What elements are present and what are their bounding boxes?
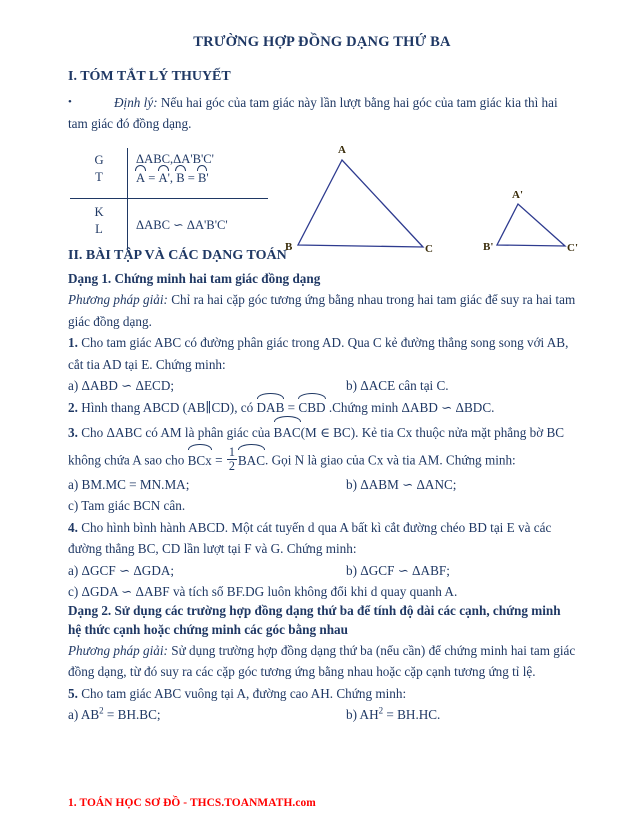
label-B: B [285, 241, 293, 253]
kl-label-line1: K [94, 205, 104, 219]
exercise-1 [68, 332, 576, 375]
exercise-5-item-a: a) $AB^2 = BH.BC$; [68, 705, 161, 722]
dang-1-method-label: Phương pháp giải: [68, 292, 168, 308]
dang-1-method-text: Chỉ ra hai cặp góc tương ứng bằng nhau trong hai tam giác để suy ra hai tam giác đồng dạng. [68, 292, 576, 329]
section-1-heading: I. TÓM TẮT LÝ THUYẾT [68, 69, 231, 84]
section-2-heading: II. BÀI TẬP VÀ CÁC DẠNG TOÁN [68, 247, 287, 263]
comma-sep: , [169, 170, 177, 185]
angle-CBD: CBD [298, 396, 325, 418]
page-footer: 1. TOÁN HỌC SƠ ĐỒ - THCS.TOANMATH.com [68, 797, 316, 809]
label-C-prime: C' [567, 242, 578, 254]
fraction-denominator: 2 [228, 458, 235, 473]
equals-2: = [184, 170, 199, 185]
exercise-3-mid-2: . Gọi N là giao của Cx và tia AM. Chứng minh: [265, 452, 516, 468]
exercise-3-number: 3. [68, 424, 78, 440]
exercise-1-answers [68, 375, 576, 396]
label-C: C [425, 243, 433, 255]
exercise-5-a-exponent: 2 [99, 705, 104, 716]
exercise-4-item-c: c) ΔGDA ∽ ΔABF và tích số BF.DG luôn không đổi khi d quay quanh A. [68, 583, 458, 599]
exercise-3-mid-1: . Kẻ tia Cx thuộc nửa mặt phẳng bờ BC không chứa A sao cho [68, 424, 565, 468]
angle-BAC-2: BAC [238, 447, 265, 474]
angle-BCx: BCx [188, 447, 212, 474]
exercise-1-item-b: b) ΔACE cân tại C. [346, 377, 449, 393]
exercise-4-number: 4. [68, 519, 78, 535]
dang-2-method [68, 640, 576, 683]
equals-1: = [145, 170, 159, 185]
kl-content: ΔABC ∽ ΔA'B'C' [136, 218, 228, 232]
exercise-1-text: Cho tam giác ABC có đường phân giác trong AD. Qua C kẻ đường thẳng song song với AB, cắt tia AD tại E. Chứng minh: [68, 335, 569, 372]
kl-label-line2: L [95, 221, 103, 236]
exercise-4-answers [68, 560, 576, 581]
angle-DAB: DAB [257, 396, 285, 418]
exercise-1-item-a: a) ΔABD ∽ ΔECD; [68, 377, 175, 393]
exercise-2-post: .Chứng minh ΔABD ∽ ΔBDC. [325, 400, 495, 416]
angle-A-prime: A [159, 169, 168, 188]
exercise-4 [68, 517, 576, 560]
angle-A: A [136, 169, 145, 188]
angle-BAC-1: BAC [274, 419, 301, 446]
dang-2-method-text: Sử dụng trường hợp đồng dạng thứ ba (nếu cần) để chứng minh hai tam giác đồng dạng, từ đó suy ra các cặp góc tương ứng bằng nhau hoặc cặp cạnh tương ứng tỉ lệ. [68, 642, 576, 680]
dang-2-method-label: Phương pháp giải: [68, 642, 168, 658]
exercise-4-item-a: a) ΔGCF ∽ ΔGDA; [68, 562, 175, 578]
dang-1-heading: Dạng 1. Chứng minh hai tam giác đồng dạng [68, 271, 321, 287]
figure-spacer [68, 135, 576, 247]
prime-tick-a: ' [167, 170, 170, 185]
exercise-2-equals: = [284, 400, 299, 416]
exercise-3-item-c: c) Tam giác BCN cân. [68, 498, 186, 514]
fraction-numerator: 1 [228, 445, 235, 460]
label-A-prime: A' [512, 189, 523, 201]
exercise-3-item-b: b) ΔABM ∽ ΔANC; [346, 477, 457, 493]
prime-tick-b: ' [206, 170, 209, 185]
exercise-5-item-b: b) $AH^2 = BH.HC$. [346, 705, 441, 722]
gt-label-line2: T [95, 169, 103, 184]
theorem-text: Nếu hai góc của tam giác này lần lượt bằng hai góc của tam giác kia thì hai tam giác đó đồng dạng. [68, 94, 558, 132]
bullet-icon [68, 92, 114, 114]
fraction-one-half [227, 446, 237, 472]
label-B-prime: B' [483, 241, 494, 253]
exercise-5-number: 5. [68, 685, 78, 701]
exercise-3-point-M-condition: (M ∈ BC) [300, 424, 356, 440]
document-body [68, 68, 576, 725]
exercise-3-item-a: a) BM.MC = MN.MA; [68, 477, 190, 493]
exercise-2-parallel-condition: (AB∥CD) [182, 400, 235, 416]
theorem-statement [68, 92, 576, 135]
exercise-3-answers [68, 474, 576, 495]
exercise-1-number: 1. [68, 335, 78, 351]
angle-B: B [176, 169, 184, 188]
gt-label-line1: G [94, 153, 104, 167]
exercise-5-answers [68, 704, 576, 725]
exercise-4-item-b: b) ΔGCF ∽ ΔABF; [346, 562, 450, 578]
exercise-5-b-exponent: 2 [378, 705, 384, 716]
exercise-4-text: Cho hình bình hành ABCD. Một cát tuyến d qua A bất kì cắt đường chéo BD tại E và các đường thẳng BC, CD lần lượt tại F và G. Chứng minh: [68, 519, 552, 557]
exercise-2 [68, 396, 576, 418]
angle-B-prime: B [198, 169, 206, 188]
theorem-label: Định lý: [114, 94, 158, 110]
exercise-2-pre: Hình thang ABCD [77, 400, 183, 416]
exercise-5 [68, 683, 576, 704]
page-title: TRƯỜNG HỢP ĐỒNG DẠNG THỨ BA [193, 34, 451, 50]
exercise-3 [68, 419, 576, 474]
gt-given-triangles: ΔABC,ΔA'B'C' [136, 152, 214, 166]
exercise-2-mid: , có [234, 400, 257, 416]
exercise-3-pre: Cho ΔABC có AM là phân giác của [77, 424, 274, 440]
exercise-3-equals: = [211, 452, 226, 468]
exercise-5-text: Cho tam giác ABC vuông tại A, đường cao AH. Chứng minh: [77, 685, 407, 701]
exercise-2-number: 2. [68, 400, 78, 416]
label-A: A [338, 144, 346, 156]
dang-2-heading: Dạng 2. Sử dụng các trường hợp đồng dạng thứ ba để tính độ dài các cạnh, chứng minh hệ thức cạnh hoặc chứng minh các góc bằng nhau [68, 603, 561, 637]
dang-1-method [68, 289, 576, 332]
